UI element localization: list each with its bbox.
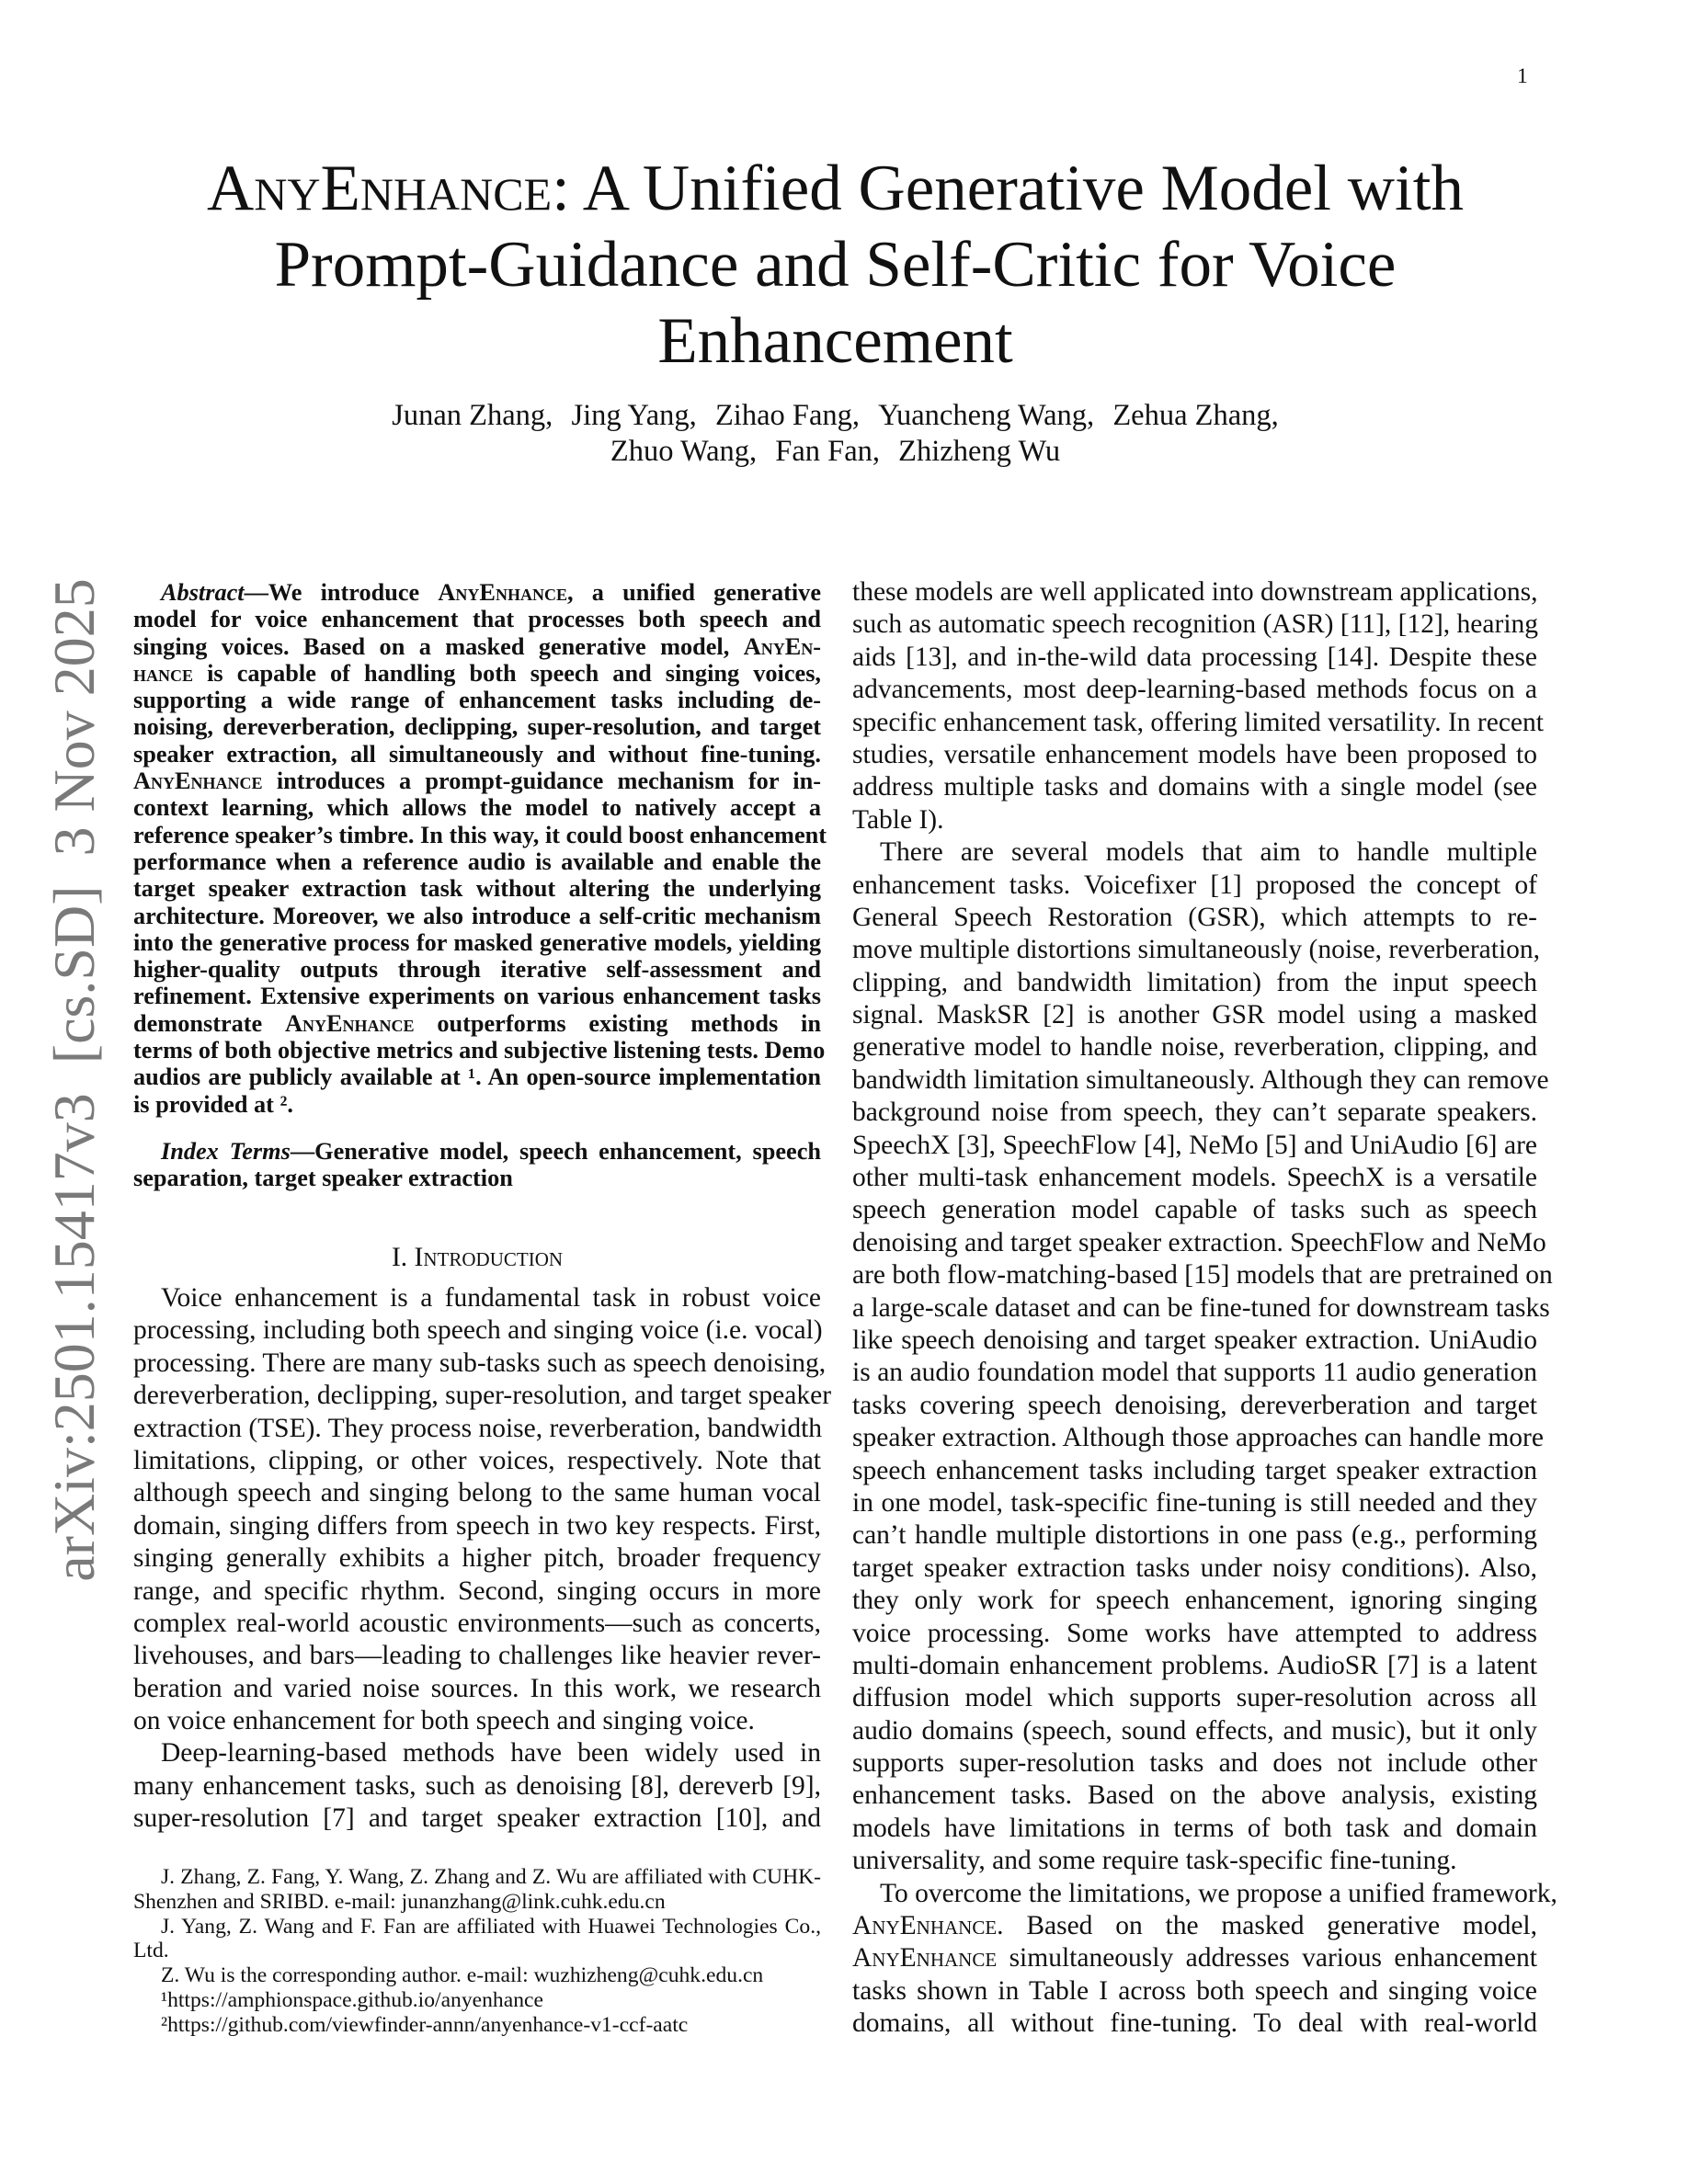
abstract-text: higher-quality outputs through iterative self-assessment and	[133, 956, 821, 984]
footnote-line: J. Yang, Z. Wang and F. Fan are affiliated with Huawei Technologies Co.,	[161, 1914, 821, 1939]
paper-title	[133, 151, 1537, 380]
abstract-text: is provided at ².	[133, 1090, 293, 1118]
abstract-label: Abstract	[161, 579, 245, 606]
text-line: extraction (TSE). They process noise, reverberation, bandwidth	[133, 1413, 823, 1443]
abstract-text: refinement. Extensive experiments on various enhancement tasks	[133, 983, 821, 1010]
text-line: other multi-task enhancement models. SpeechX is a versatile	[852, 1163, 1537, 1193]
author-name: Yuancheng Wang,	[878, 399, 1095, 432]
abstract	[133, 579, 827, 1118]
text-line: studies, versatile enhancement models have been proposed to	[852, 739, 1537, 769]
text-line: signal. MaskSR [2] is another GSR model using a masked	[852, 1000, 1537, 1030]
index-terms-text: separation, target speaker extraction	[133, 1165, 513, 1192]
footnote-line: ¹https://amphionspace.github.io/anyenhance	[161, 1987, 543, 2012]
abstract-line	[133, 983, 821, 1009]
footnote-line: J. Zhang, Z. Fang, Y. Wang, Z. Zhang and Z. Wu are affiliated with CUHK-	[161, 1865, 821, 1889]
author-name: Zehua Zhang,	[1112, 399, 1279, 432]
text-line: Deep-learning-based methods have been widely used in	[161, 1738, 821, 1769]
text-line: audio domains (speech, sound effects, and music), but it only	[852, 1715, 1537, 1746]
paragraph	[133, 1282, 832, 1737]
title-line: AnyEnhance: A Unified Generative Model with	[206, 153, 1464, 224]
index-terms-label: Index Terms	[161, 1138, 291, 1165]
abstract-line	[133, 660, 821, 687]
intro-left-column	[133, 1282, 832, 1836]
text-line: AnyEnhance. Based on the masked generative model,	[852, 1911, 1537, 1941]
footnote-line: ²https://github.com/viewfinder-annn/anyenhance-v1-ccf-aatc	[161, 2012, 689, 2037]
author-name: Zhuo Wang,	[610, 435, 758, 468]
author-name: Jing Yang,	[571, 399, 697, 432]
arxiv-stamp: arXiv:2501.15417v3 [cs.SD] 3 Nov 2025	[41, 578, 107, 1582]
abstract-text: model for voice enhancement that processes both speech and	[133, 606, 821, 633]
text-line: General Speech Restoration (GSR), which attempts to re-	[852, 902, 1537, 932]
abstract-line	[133, 848, 821, 875]
text-line: multi-domain enhancement problems. AudioSR [7] is a latent	[852, 1650, 1537, 1680]
text-line: super-resolution [7] and target speaker extraction [10], and	[133, 1803, 821, 1834]
abstract-line	[133, 1010, 821, 1037]
author-name: Zihao Fang,	[714, 399, 860, 432]
abstract-text: singing voices. Based on a masked generative model, AnyEn-	[133, 632, 821, 660]
text-line: dereverberation, declipping, super-resolution, and target speaker	[133, 1381, 832, 1411]
paragraph	[133, 2013, 821, 2038]
text-line: background noise from speech, they can’t separate speakers.	[852, 1098, 1537, 1128]
text-line: domain, singing differs from speech in two key respects. First,	[133, 1510, 821, 1541]
title-line: Prompt-Guidance and Self-Critic for Voice	[274, 229, 1397, 301]
text-line: enhancement tasks. Based on the above analysis, existing	[852, 1780, 1537, 1811]
text-line: There are several models that aim to handle multiple	[880, 837, 1537, 868]
abstract-line	[133, 741, 821, 768]
abstract-text: AnyEnhance introduces a prompt-guidance mechanism for in-	[133, 768, 821, 795]
text-line: livehouses, and bars—leading to challenges like heavier rever-	[133, 1641, 821, 1671]
abstract-line	[133, 687, 821, 713]
text-line: many enhancement tasks, such as denoising [8], dereverb [9],	[133, 1770, 821, 1801]
footnote-line: Z. Wu is the corresponding author. e-mail: wuzhizheng@cuhk.edu.cn	[161, 1963, 764, 1988]
footnote-line: Ltd.	[133, 1939, 169, 1963]
footnotes	[133, 1865, 821, 2038]
text-line: move multiple distortions simultaneously (noise, reverberation,	[852, 935, 1541, 965]
text-line: a large-scale dataset and can be fine-tuned for downstream tasks	[852, 1292, 1550, 1323]
text-line: speaker extraction. Although those approaches can handle more	[852, 1423, 1544, 1453]
text-line: universality, and some require task-specific fine-tuning.	[852, 1846, 1457, 1876]
intro-right-column	[852, 576, 1557, 2041]
paragraph	[852, 836, 1553, 1878]
index-terms	[133, 1138, 821, 1192]
author-name: Junan Zhang,	[392, 399, 553, 432]
paragraph	[133, 1988, 821, 2013]
text-line: domains, all without fine-tuning. To deal with real-world	[852, 2008, 1537, 2039]
text-line: Table I).	[852, 804, 944, 835]
text-line: supports super-resolution tasks and does not include other	[852, 1748, 1537, 1779]
text-line: aids [13], and in-the-wild data processing [14]. Despite these	[852, 642, 1537, 672]
text-line: bandwidth limitation simultaneously. Although they can remove	[852, 1064, 1549, 1095]
text-line: like speech denoising and target speaker extraction. UniAudio	[852, 1325, 1537, 1355]
text-line: tasks shown in Table I across both speech and singing voice	[852, 1975, 1537, 2006]
text-line: processing, including both speech and singing voice (i.e. vocal)	[133, 1315, 823, 1346]
text-line: these models are well applicated into downstream applications,	[852, 577, 1538, 607]
section-heading-introduction: I. Introduction	[391, 1243, 564, 1272]
text-line: SpeechX [3], SpeechFlow [4], NeMo [5] and UniAudio [6] are	[852, 1130, 1537, 1160]
abstract-text: hance is capable of handling both speech and singing voices,	[133, 659, 821, 687]
text-line: complex real-world acoustic environments—such as concerts,	[133, 1608, 821, 1638]
text-line: voice processing. Some works have attempted to address	[852, 1618, 1537, 1648]
text-line: generative model to handle noise, reverberation, clipping, and	[852, 1032, 1537, 1063]
abstract-text: supporting a wide range of enhancement tasks including de-	[133, 687, 821, 714]
title-line: Enhancement	[657, 305, 1013, 377]
text-line: Voice enhancement is a fundamental task in robust voice	[161, 1283, 821, 1313]
text-line: speech enhancement tasks including target speaker extraction	[852, 1455, 1537, 1485]
abstract-text: audios are publicly available at ¹. An open-source implementation	[133, 1064, 821, 1091]
abstract-line	[133, 794, 821, 821]
paragraph	[133, 1963, 821, 1988]
text-line: denoising and target speaker extraction. SpeechFlow and NeMo	[852, 1227, 1546, 1257]
text-line: although speech and singing belong to the same human vocal	[133, 1478, 821, 1508]
text-line: clipping, and bandwidth limitation) from the input speech	[852, 967, 1537, 997]
paragraph	[133, 1865, 821, 1915]
abstract-text: into the generative process for masked generative models, yielding	[133, 928, 821, 956]
abstract-line	[133, 579, 821, 606]
abstract-text: —We introduce AnyEnhance, a unified generative	[244, 579, 821, 606]
abstract-line	[133, 768, 821, 794]
author-line	[133, 434, 1537, 470]
text-line: diffusion model which supports super-resolution across all	[852, 1683, 1537, 1713]
index-terms-line	[133, 1138, 821, 1165]
abstract-line	[133, 633, 821, 660]
text-line: address multiple tasks and domains with a single model (see	[852, 772, 1537, 802]
abstract-line	[133, 713, 821, 740]
text-line: they only work for speech enhancement, ignoring singing	[852, 1586, 1537, 1616]
author-name: Zhizheng Wu	[898, 435, 1061, 468]
text-line: can’t handle multiple distortions in one pass (e.g., performing	[852, 1520, 1537, 1551]
abstract-text: reference speaker’s timbre. In this way, it could boost enhancement	[133, 821, 827, 848]
abstract-line	[133, 606, 821, 632]
abstract-line	[133, 1091, 821, 1118]
abstract-text: demonstrate AnyEnhance outperforms existing methods in	[133, 1009, 821, 1037]
abstract-line	[133, 956, 821, 983]
text-line: target speaker extraction tasks under noisy conditions). Also,	[852, 1553, 1537, 1583]
footnote-line: Shenzhen and SRIBD. e-mail: junanzhang@link.cuhk.edu.cn	[133, 1889, 666, 1914]
abstract-line	[133, 903, 821, 929]
text-line: advancements, most deep-learning-based methods focus on a	[852, 675, 1537, 705]
author-line	[133, 398, 1537, 434]
text-line: in one model, task-specific fine-tuning is still needed and they	[852, 1487, 1537, 1518]
text-line: range, and specific rhythm. Second, singing occurs in more	[133, 1575, 821, 1606]
abstract-line	[133, 1064, 821, 1090]
text-line: To overcome the limitations, we propose a unified framework,	[880, 1878, 1557, 1908]
author-name: Fan Fan,	[775, 435, 881, 468]
text-line: is an audio foundation model that supports 11 audio generation	[852, 1358, 1537, 1388]
text-line: beration and varied noise sources. In this work, we research	[133, 1673, 821, 1703]
abstract-text: architecture. Moreover, we also introduce a self-critic mechanism	[133, 902, 821, 929]
index-terms-line	[133, 1165, 821, 1191]
paragraph	[133, 1915, 821, 1964]
text-line: singing generally exhibits a higher pitch, broader frequency	[133, 1543, 821, 1574]
abstract-text: noising, dereverberation, declipping, super-resolution, and target	[133, 713, 821, 741]
abstract-line	[133, 821, 827, 848]
abstract-text: context learning, which allows the model to natively accept a	[133, 794, 821, 822]
text-line: limitations, clipping, or other voices, respectively. Note that	[133, 1445, 821, 1475]
text-line: speech generation model capable of tasks such as speech	[852, 1195, 1537, 1225]
text-line: specific enhancement task, offering limited versatility. In recent	[852, 707, 1544, 737]
abstract-text: terms of both objective metrics and subjective listening tests. Demo	[133, 1037, 826, 1064]
abstract-line	[133, 875, 821, 902]
abstract-text: target speaker extraction task without altering the underlying	[133, 875, 821, 903]
text-line: on voice enhancement for both speech and singing voice.	[133, 1706, 755, 1736]
text-line: models have limitations in terms of both task and domain	[852, 1813, 1537, 1843]
abstract-text: performance when a reference audio is available and enable the	[133, 847, 821, 875]
abstract-line	[133, 1037, 826, 1064]
author-list	[133, 398, 1537, 470]
text-line: such as automatic speech recognition (ASR) [11], [12], hearing	[852, 609, 1539, 640]
page-number: 1	[1517, 64, 1528, 88]
abstract-text: speaker extraction, all simultaneously and without fine-tuning.	[133, 740, 821, 768]
paragraph	[852, 1878, 1557, 2041]
text-line: AnyEnhance simultaneously addresses various enhancement	[852, 1943, 1537, 1974]
index-terms-text: —Generative model, speech enhancement, speech	[290, 1138, 821, 1165]
text-line: are both flow-matching-based [15] models that are pretrained on	[852, 1260, 1553, 1291]
text-line: enhancement tasks. Voicefixer [1] proposed the concept of	[852, 870, 1537, 900]
text-line: processing. There are many sub-tasks such as speech denoising,	[133, 1348, 827, 1378]
paragraph	[852, 576, 1544, 836]
paragraph	[133, 1737, 821, 1835]
abstract-line	[133, 929, 821, 956]
text-line: tasks covering speech denoising, dereverberation and target	[852, 1390, 1537, 1420]
